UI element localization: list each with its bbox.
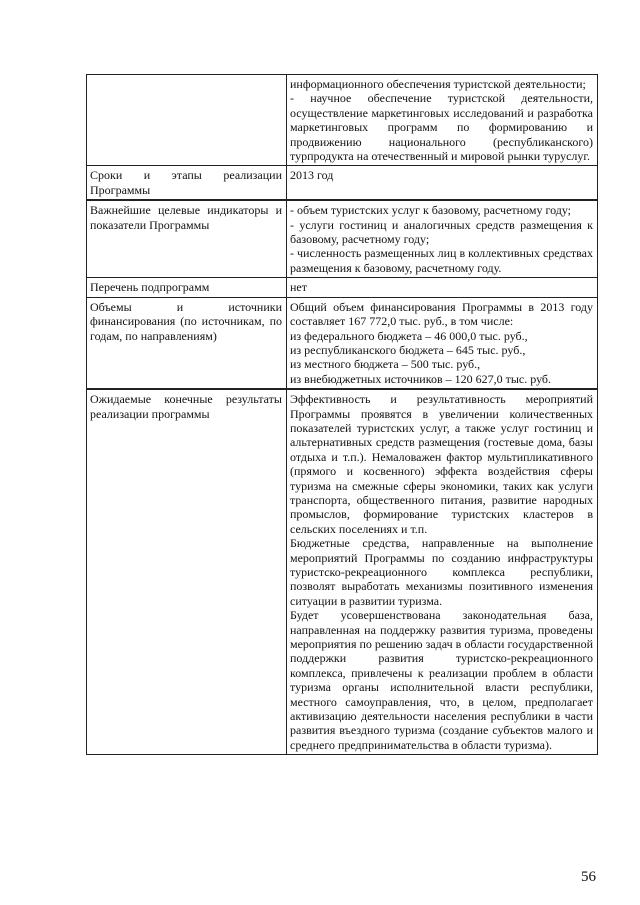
page-number: 56 — [581, 869, 596, 885]
table-row — [87, 389, 598, 755]
row-value-cell — [287, 297, 598, 389]
value-paragraph: - объем туристских услуг к базовому, расчетному году; — [290, 203, 572, 218]
row-label-cell — [87, 200, 287, 278]
table-row — [87, 278, 598, 297]
value-paragraph: нет — [290, 280, 307, 295]
row-label: Сроки и этапы реализации Программы — [90, 168, 282, 197]
row-label: Ожидаемые конечные результаты реализации программы — [90, 392, 282, 421]
table-row — [87, 166, 598, 200]
value-paragraph: 2013 год — [290, 168, 334, 183]
row-label-cell — [87, 297, 287, 389]
value-paragraph: информационного обеспечения туристской деятельности; — [290, 77, 586, 91]
table-row — [87, 75, 598, 166]
row-label-cell — [87, 75, 287, 166]
program-passport-table — [86, 74, 598, 755]
value-line: из местного бюджета – 500 тыс. руб., — [290, 357, 481, 372]
table-row — [87, 297, 598, 389]
row-label: Перечень подпрограмм — [90, 280, 210, 295]
row-label-cell — [87, 278, 287, 297]
row-value-cell — [287, 278, 598, 297]
value-line: из федерального бюджета – 46 000,0 тыс. руб., — [290, 328, 528, 343]
row-value-cell — [287, 166, 598, 200]
value-paragraph: Эффективность и результативность мероприятий Программы проявятся в увеличении количественных показателей туристских услуг, а также услуг гостиниц и альтернативных средств размещения (гостевые дома, базы отдыха и т.п.). Немаловажен фактор мультипликативного (прямого и косвенного) эффекта воздействия сферы туризма на смежные сферы экономики, таких как услуги транспорта, общественного питания, развитие народных промыслов, формирование туристских кластеров в сельских поселениях и т.п. — [290, 392, 593, 536]
value-paragraph: Будет усовершенствована законодательная база, направленная на поддержку развития туризма, проведены мероприятия по решению задач в области государственной поддержки развития туристско-рекреационного комплекса, привлечены к реализации проблем в области туризма органы исполнительной власти республики, местного самоуправления, что, в целом, предполагает активизацию деятельности населения республики в части развития въездного туризма (создание субъектов малого и среднего предпринимательства в области туризма). — [290, 608, 593, 752]
value-paragraph: Общий объем финансирования Программы в 2013 году составляет 167 772,0 тыс. руб., в том числе: — [290, 299, 593, 329]
row-value-cell — [287, 200, 598, 278]
value-paragraph: - научное обеспечение туристской деятельности, осуществление маркетинговых исследований и разработка маркетинговых программ по формированию и продвижению национального (республиканского) турпродукта на отечественный и мировой рынки туруслуг. — [290, 91, 593, 164]
value-line: из внебюджетных источников – 120 627,0 тыс. руб. — [290, 371, 552, 386]
row-label: Важнейшие целевые индикаторы и показатели Программы — [90, 203, 282, 232]
row-label: Объемы и источники финансирования (по источникам, по годам, по направлениям) — [90, 299, 282, 343]
row-value-cell — [287, 75, 598, 166]
row-value-cell — [287, 389, 598, 755]
row-label-cell — [87, 389, 287, 755]
value-paragraph: - услуги гостиниц и аналогичных средств размещения к базовому, расчетному году; — [290, 217, 593, 247]
value-line: из республиканского бюджета – 645 тыс. руб., — [290, 342, 526, 357]
value-paragraph: Бюджетные средства, направленные на выполнение мероприятий Программы по созданию инфраструктуры туристско-рекреационного комплекса республики, позволят выработать механизмы позитивного изменения ситуации в развитии туризма. — [290, 536, 593, 608]
table-row — [87, 200, 598, 278]
row-label-cell — [87, 166, 287, 200]
value-paragraph: - численность размещенных лиц в коллективных средствах размещения к базовому, расчетному году. — [290, 246, 593, 275]
